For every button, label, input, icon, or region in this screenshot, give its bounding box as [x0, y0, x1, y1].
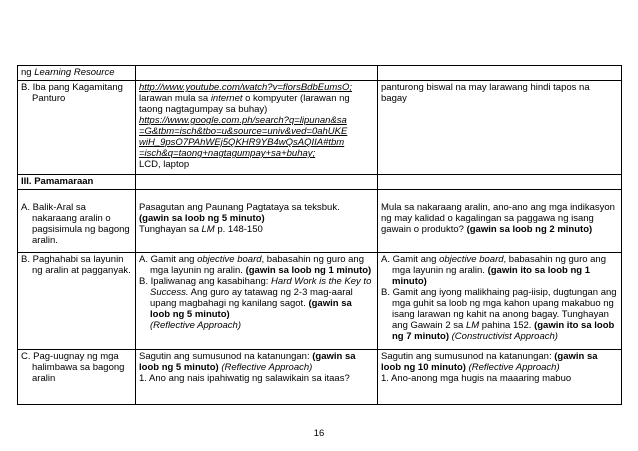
- activity-item-b: B. Gamit ang iyong malikhaing pag-iisip, dugtungan ang mga guhit sa loob ng mga kahon upang makabuo ng isang larawan ng kahit na anong bagay. Tunghayan ang Gawain 2 sa LM pahina 152. (gawin ito sa loob ng 7 minuto) (Constructivist Approach): [381, 287, 617, 342]
- visual-aid-text: panturong biswal na may larawang hindi tapos na bagay: [381, 82, 590, 104]
- cell-paghahabi-label: [18, 253, 136, 350]
- table-row: [18, 175, 622, 190]
- activity-text: Pasagutan ang Paunang Pagtataya sa teksbuk. (gawin sa loob ng 5 minuto) Tunghayan sa LM p. 148-150: [139, 202, 340, 235]
- cell-learning-resource-continuation: [18, 66, 136, 81]
- empty-cell: [378, 66, 622, 81]
- activity-text: Mula sa nakaraang aralin, ano-ano ang mga indikasyon ng may kalidad o kagalingan sa paggawa ng isang gawain o produkto? (gawin sa loob ng 2 minuto): [381, 202, 615, 235]
- cell-iba-pang-kagamitang-panturo: [18, 81, 136, 175]
- activity-item-a: A. Gamit ang objective board, babasahin ng guro ang mga layunin ng aralin. (gawin sa loob ng 1 minuto): [139, 254, 372, 276]
- row-label: A. Balik-Aral sa nakaraang aralin o pagsisimula ng bagong aralin.: [21, 202, 130, 246]
- table-row: [18, 350, 622, 405]
- resource-links-text: http://www.youtube.com/watch?v=florsBdbEumsO; larawan mula sa internet o kompyuter (larawan ng taong nagtagumpay sa buhay) https://www.google.com.ph/search?q=lipunan&sa =G&tbm=isch&tbo=u&source=univ&ved=0ahUKE wiH_9psO7PAhWEj5QKHR9YB4wQsAQIIA#tbm =isch&q=taong+nagtagumpay+sa+buhay; LCD, laptop: [139, 82, 353, 170]
- table-row: [18, 81, 622, 175]
- table-row: [18, 253, 622, 350]
- activity-text: Sagutin ang sumusunod na katanungan: (gawin sa loob ng 10 minuto) (Reflective Approach) 1. Ano-anong mga hugis na maaaring mabuo: [381, 351, 598, 384]
- cell-paghahabi-activity-1: [136, 253, 378, 350]
- empty-cell: [136, 175, 378, 190]
- cell-balik-aral-label: [18, 190, 136, 253]
- activity-item-b: B. Ipaliwanag ang kasabihang: Hard Work is the Key to Success. Ang guro ay tatawag ng 2-3 mag-aaral upang magbahagi ng kanilang sagot. (gawin sa loob ng 5 minuto) (Reflective Approach): [139, 276, 372, 331]
- google-search-link[interactable]: https://www.google.com.ph/search?q=lipunan&sa: [139, 115, 347, 126]
- cell-balik-aral-activity-1: [136, 190, 378, 253]
- cell-kagamitan-links: [136, 81, 378, 175]
- google-search-link[interactable]: =G&tbm=isch&tbo=u&source=univ&ved=0ahUKE: [139, 126, 348, 137]
- cell-section-pamamaraan: [18, 175, 136, 190]
- empty-cell: [378, 175, 622, 190]
- youtube-link[interactable]: http://www.youtube.com/watch?v=florsBdbEumsO;: [139, 82, 353, 93]
- cell-pag-uugnay-activity-1: [136, 350, 378, 405]
- row-label: B. Iba pang Kagamitang Panturo: [21, 82, 123, 104]
- activity-text: Sagutin ang sumusunod na katanungan: (gawin sa loob ng 5 minuto) (Reflective Approach) 1. Ano ang nais ipahiwatig ng salawikain sa itaas?: [139, 351, 356, 384]
- google-search-link[interactable]: wiH_9psO7PAhWEj5QKHR9YB4wQsAQIIA#tbm: [139, 137, 345, 148]
- lesson-plan-table: [17, 65, 622, 405]
- cell-pag-uugnay-activity-2: [378, 350, 622, 405]
- learning-resource-text: ng Learning Resource: [21, 67, 115, 78]
- cell-panturong-biswal: [378, 81, 622, 175]
- table-row: [18, 190, 622, 253]
- page-number: 16: [313, 428, 325, 439]
- cell-pag-uugnay-label: [18, 350, 136, 405]
- activity-item-a: A. Gamit ang objective board, babasahin ng guro ang mga layunin ng aralin. (gawin ito sa loob ng 1 minuto): [381, 254, 607, 287]
- row-label: C. Pag-uugnay ng mga halimbawa sa bagong aralin: [21, 351, 125, 384]
- table-row: [18, 66, 622, 81]
- cell-balik-aral-activity-2: [378, 190, 622, 253]
- google-search-link[interactable]: =isch&q=taong+nagtagumpay+sa+buhay;: [139, 148, 316, 159]
- cell-paghahabi-activity-2: [378, 253, 622, 350]
- empty-cell: [136, 66, 378, 81]
- section-heading: III. Pamamaraan: [21, 176, 94, 187]
- row-label: B. Paghahabi sa layunin ng aralin at pagganyak.: [21, 254, 131, 276]
